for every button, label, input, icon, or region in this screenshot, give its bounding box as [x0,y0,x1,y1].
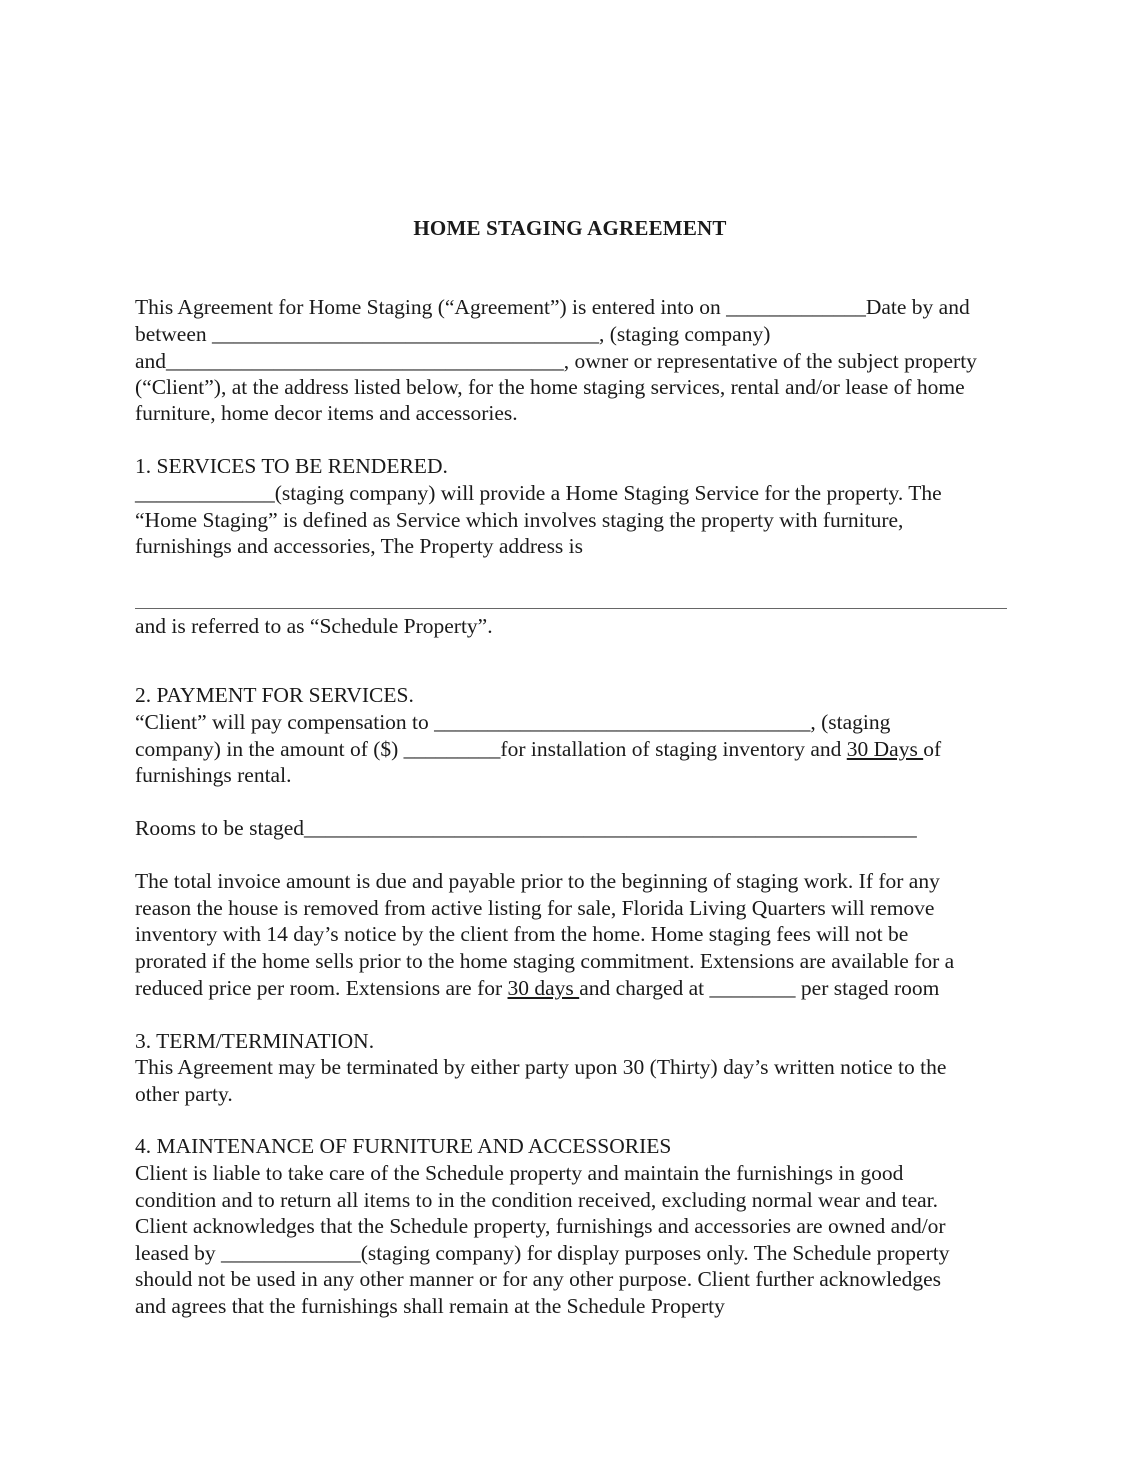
section-1-line-4: and is referred to as “Schedule Property”. [135,614,493,638]
section-4-line-4: leased by _____________(staging company) for display purposes only. The Schedule property [135,1241,950,1265]
section-1-heading: 1. SERVICES TO BE RENDERED. [135,454,448,478]
invoice-paragraph-line-5-text: reduced price per room. Extensions are for [135,976,508,1000]
invoice-paragraph-line-2: reason the house is removed from active listing for sale, Florida Living Quarters will remove [135,896,935,920]
invoice-paragraph-line-5 [135,975,939,1001]
section-3-line-1: This Agreement may be terminated by either party upon 30 (Thirty) day’s written notice to the [135,1055,947,1079]
intro-line-2: between ____________________________________, (staging company) [135,322,771,346]
property-address-line [135,608,1007,609]
invoice-paragraph-line-4: prorated if the home sells prior to the home staging commitment. Extensions are available for a [135,949,955,973]
section-3-line-2: other party. [135,1082,233,1106]
intro-line-3: and_____________________________________, owner or representative of the subject property [135,349,977,373]
section-2-line-1: “Client” will pay compensation to ___________________________________, (staging [135,710,891,734]
section-2-line-2-text: company) in the amount of ($) _________for installation of staging inventory and [135,737,847,761]
extension-days: 30 days [507,976,580,1000]
document-title: HOME STAGING AGREEMENT [413,216,727,240]
section-2-line-2-end: of [923,737,942,761]
section-4-line-3: Client acknowledges that the Schedule property, furnishings and accessories are owned and/or [135,1214,946,1238]
rental-days: 30 Days [846,737,924,761]
section-4-line-2: condition and to return all items to in the condition received, excluding normal wear and tear. [135,1188,939,1212]
intro-line-1: This Agreement for Home Staging (“Agreement”) is entered into on _____________Date by and [135,295,970,319]
section-1-line-1: _____________(staging company) will provide a Home Staging Service for the property. The [135,481,942,505]
intro-line-4: (“Client”), at the address listed below, for the home staging services, rental and/or lease of home [135,375,965,399]
intro-line-5: furniture, home decor items and accessories. [135,401,518,425]
section-4-line-1: Client is liable to take care of the Schedule property and maintain the furnishings in good [135,1161,904,1185]
section-3-heading: 3. TERM/TERMINATION. [135,1029,375,1053]
section-4-line-6: and agrees that the furnishings shall remain at the Schedule Property [135,1294,725,1318]
invoice-paragraph-line-5-end: and charged at ________ per staged room [579,976,940,1000]
section-1-line-3: furnishings and accessories, The Property address is [135,534,584,558]
section-2-heading: 2. PAYMENT FOR SERVICES. [135,683,414,707]
invoice-paragraph-line-3: inventory with 14 day’s notice by the client from the home. Home staging fees will not be [135,922,909,946]
section-1-line-2: “Home Staging” is defined as Service which involves staging the property with furniture, [135,508,904,532]
invoice-paragraph-line-1: The total invoice amount is due and payable prior to the beginning of staging work. If for any [135,869,940,893]
section-4-line-5: should not be used in any other manner or for any other purpose. Client further acknowledges [135,1267,942,1291]
rooms-to-be-staged: Rooms to be staged_________________________________________________________ [135,816,917,840]
section-2-line-2 [135,736,941,762]
section-4-heading: 4. MAINTENANCE OF FURNITURE AND ACCESSORIES [135,1134,672,1158]
section-2-line-3: furnishings rental. [135,763,292,787]
